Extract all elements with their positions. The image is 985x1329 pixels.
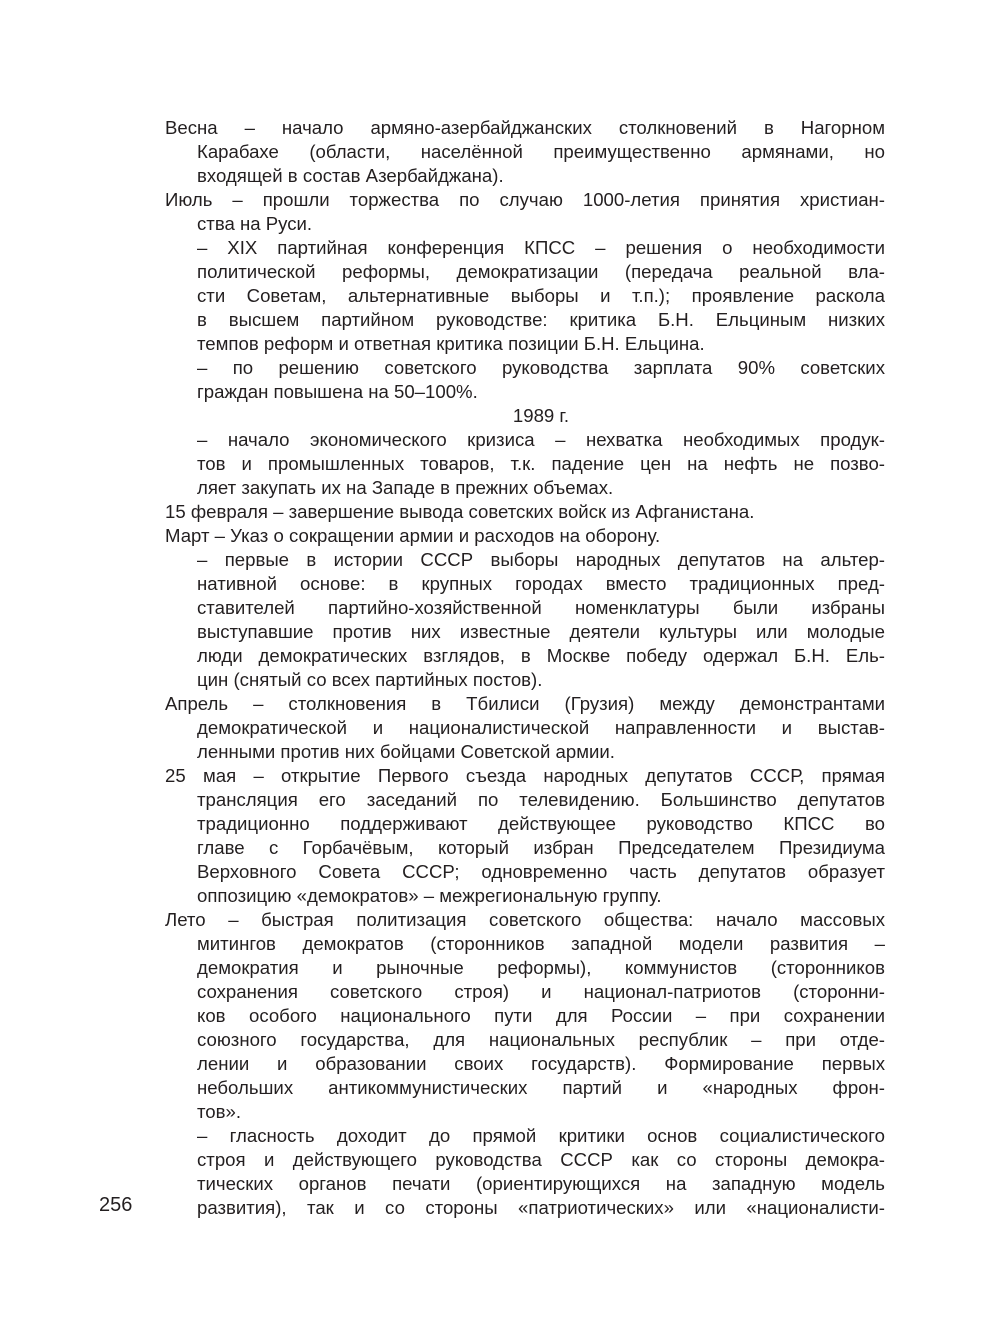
chronology-entry — [165, 908, 885, 1124]
text-line: – по решению советского руководства зарплата 90% советских — [197, 357, 885, 378]
text-line: сохранения советского строя) и национал-патриотов (сторонни- — [197, 981, 885, 1002]
text-line: Карабахе (области, населённой преимущественно армянами, но — [197, 141, 885, 162]
text-line: демократической и националистической направленности и выстав- — [197, 717, 885, 738]
text-line: оппозицию «демократов» – межрегиональную группу. — [197, 885, 662, 906]
text-line: союзного государства, для национальных республик – при отде- — [197, 1029, 885, 1050]
text-line: ставителей партийно-хозяйственной номенклатуры были избраны — [197, 597, 885, 618]
sub-paragraph — [165, 236, 885, 356]
text-line: тов и промышленных товаров, т.к. падение цен на нефть не позво- — [197, 453, 885, 474]
body-text — [165, 116, 885, 1220]
text-line: демократия и рыночные реформы), коммунистов (сторонников — [197, 957, 885, 978]
text-line: Лето – быстрая политизация советского общества: начало массовых — [165, 909, 885, 930]
text-line: темпов реформ и ответная критика позиции Б.Н. Ельцина. — [197, 333, 705, 354]
text-line: тов». — [197, 1101, 242, 1122]
chronology-entry — [165, 692, 885, 764]
sub-paragraph — [165, 428, 885, 500]
text-line: 15 февраля – завершение вывода советских войск из Афганистана. — [165, 501, 755, 522]
text-line: люди демократических взглядов, в Москве победу одержал Б.Н. Ель- — [197, 645, 885, 666]
text-line: – начало экономического кризиса – нехватка необходимых продук- — [197, 429, 885, 450]
text-line: небольших антикоммунистических партий и «народных фрон- — [197, 1077, 885, 1098]
text-line: ков особого национального пути для России – при сохранении — [197, 1005, 885, 1026]
text-line: традиционно поддерживают действующее руководство КПСС во — [197, 813, 885, 834]
text-line: Июль – прошли торжества по случаю 1000-летия принятия христиан- — [165, 189, 885, 210]
page-number: 256 — [99, 1194, 133, 1216]
text-line: 25 мая – открытие Первого съезда народных депутатов СССР, прямая — [165, 765, 885, 786]
sub-paragraph — [165, 548, 885, 692]
text-line: нативной основе: в крупных городах вместо традиционных пред- — [197, 573, 885, 594]
text-line: выступавшие против них известные деятели культуры или молодые — [197, 621, 885, 642]
text-line: ства на Руси. — [197, 213, 313, 234]
text-line: в высшем партийном руководстве: критика Б.Н. Ельциным низких — [197, 309, 885, 330]
text-line: – первые в истории СССР выборы народных депутатов на альтер- — [197, 549, 885, 570]
text-line: сти Советам, альтернативные выборы и т.п.); проявление раскола — [197, 285, 885, 306]
text-line: – XIX партийная конференция КПСС – решения о необходимости — [197, 237, 885, 258]
text-line: ляет закупать их на Западе в прежних объемах. — [197, 477, 614, 498]
chronology-entry — [165, 188, 885, 236]
sub-paragraph — [165, 356, 885, 404]
text-line: строя и действующего руководства СССР как со стороны демокра- — [197, 1149, 885, 1170]
chronology-entry — [165, 116, 885, 188]
year-heading — [165, 404, 885, 428]
text-line: цин (снятый со всех партийных постов). — [197, 669, 543, 690]
text-line: тических органов печати (ориентирующихся на западную модель — [197, 1173, 885, 1194]
text-line: Март – Указ о сокращении армии и расходов на оборону. — [165, 525, 661, 546]
text-line: входящей в состав Азербайджана). — [197, 165, 504, 186]
text-line: политической реформы, демократизации (передача реальной вла- — [197, 261, 885, 282]
text-line: граждан повышена на 50–100%. — [197, 381, 478, 402]
text-line: ленными против них бойцами Советской армии. — [197, 741, 615, 762]
text-line: – гласность доходит до прямой критики основ социалистического — [197, 1125, 885, 1146]
text-line: развития), так и со стороны «патриотических» или «националисти- — [197, 1197, 885, 1218]
text-line: лении и образовании своих государств). Формирование первых — [197, 1053, 885, 1074]
text-line: Верховного Совета СССР; одновременно часть депутатов образует — [197, 861, 885, 882]
text-line: Апрель – столкновения в Тбилиси (Грузия) между демонстрантами — [165, 693, 885, 714]
chronology-entry — [165, 524, 885, 548]
text-line: митингов демократов (сторонников западной модели развития – — [197, 933, 885, 954]
text-line: главе с Горбачёвым, который избран Председателем Президиума — [197, 837, 885, 858]
chronology-entry — [165, 764, 885, 908]
text-line: 1989 г. — [512, 405, 570, 426]
sub-paragraph — [165, 1124, 885, 1220]
text-line: Весна – начало армяно-азербайджанских столкновений в Нагорном — [165, 117, 885, 138]
chronology-entry — [165, 500, 885, 524]
text-line: трансляция его заседаний по телевидению. Большинство депутатов — [197, 789, 885, 810]
